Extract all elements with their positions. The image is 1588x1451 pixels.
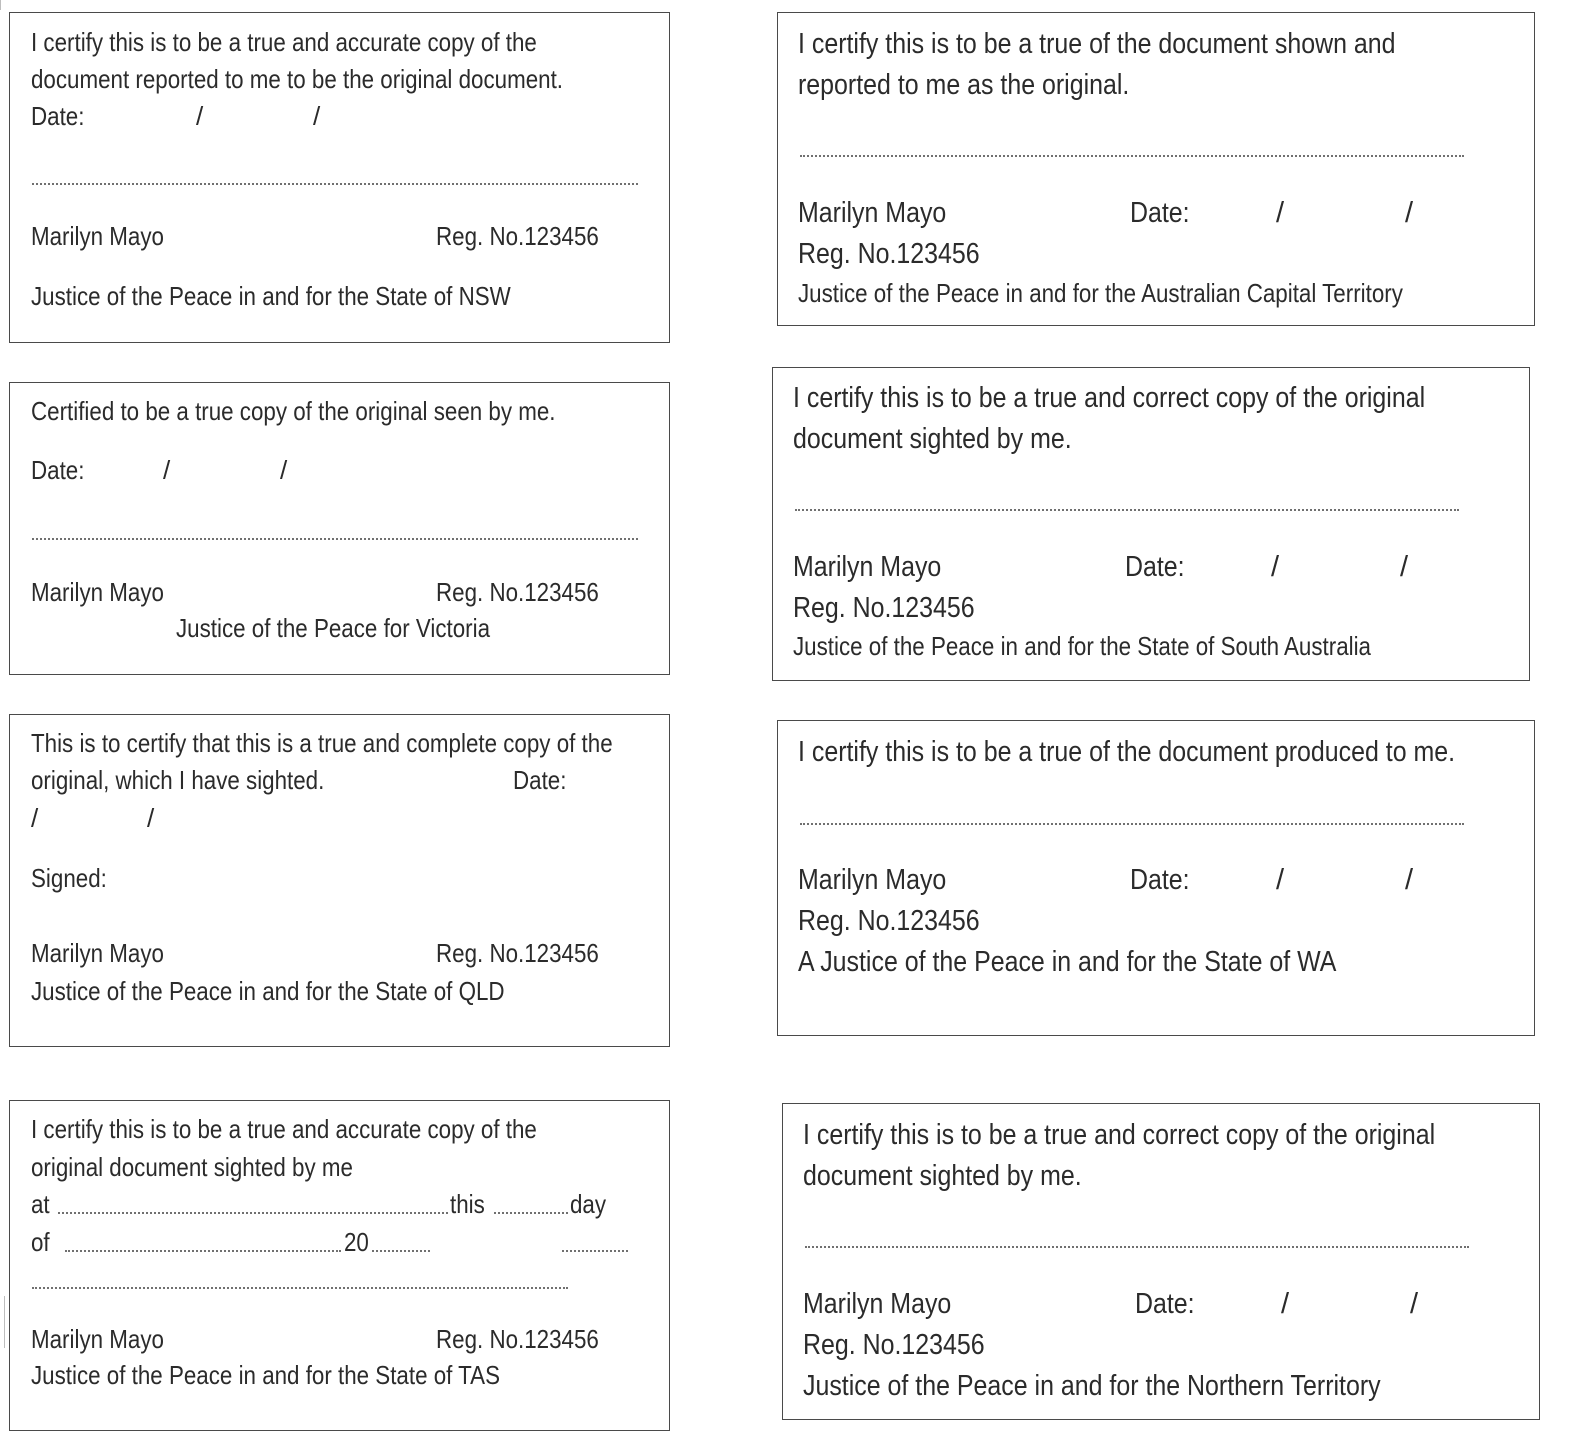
date-separator: /	[1281, 1288, 1290, 1320]
registration-number: Reg. No.123456	[798, 905, 980, 937]
stamp-nt	[782, 1103, 1540, 1420]
registration-number: Reg. No.123456	[436, 221, 599, 251]
certification-text-line-2: document reported to me to be the original document.	[31, 64, 563, 94]
signature-line	[805, 1246, 1469, 1248]
date-label: Date:	[31, 101, 85, 131]
stamp-nsw	[9, 12, 670, 343]
registration-number: Reg. No.123456	[436, 1324, 599, 1354]
place-field	[58, 1212, 448, 1214]
jp-name: Marilyn Mayo	[31, 938, 164, 968]
month-field	[65, 1250, 341, 1252]
stamp-sa	[772, 367, 1530, 681]
certification-text-line-2: document sighted by me.	[793, 423, 1072, 455]
date-separator: /	[1405, 864, 1414, 896]
signature-line	[795, 509, 1459, 511]
date-label: Date:	[1130, 197, 1190, 229]
date-separator: /	[1400, 551, 1409, 583]
registration-number: Reg. No.123456	[798, 238, 980, 270]
jp-title: Justice of the Peace in and for the State of NSW	[31, 281, 511, 311]
certification-text-line-1: I certify this is to be a true and correct copy of the original	[793, 382, 1426, 414]
certification-text-line-2: original, which I have sighted.	[31, 765, 325, 795]
jp-name: Marilyn Mayo	[31, 577, 164, 607]
certification-text-line-1: This is to certify that this is a true and complete copy of the	[31, 728, 613, 758]
extra-field	[562, 1250, 628, 1252]
jp-title: Justice of the Peace in and for the Australian Capital Territory	[798, 278, 1403, 308]
certification-text-line-1: I certify this is to be a true and accurate copy of the	[31, 1114, 537, 1144]
date-separator: /	[196, 101, 204, 131]
jp-title: A Justice of the Peace in and for the State of WA	[798, 946, 1337, 978]
certification-text-line-1: I certify this is to be a true and accurate copy of the	[31, 27, 537, 57]
jp-title: Justice of the Peace for Victoria	[176, 613, 491, 643]
signed-label: Signed:	[31, 863, 107, 893]
certification-text-line-1: I certify this is to be a true and correct copy of the original	[803, 1119, 1436, 1151]
certification-text-line-2: reported to me as the original.	[798, 69, 1130, 101]
certification-text-line-2: document sighted by me.	[803, 1160, 1082, 1192]
date-separator: /	[1405, 197, 1414, 229]
registration-number: Reg. No.123456	[803, 1329, 985, 1361]
day-label: day	[570, 1189, 607, 1219]
stamp-wa	[777, 720, 1535, 1036]
jp-name: Marilyn Mayo	[31, 1324, 164, 1354]
date-separator: /	[1410, 1288, 1419, 1320]
date-label: Date:	[513, 765, 567, 795]
jp-title: Justice of the Peace in and for the State of TAS	[31, 1360, 501, 1390]
jp-title: Justice of the Peace in and for the State of South Australia	[793, 631, 1372, 661]
date-label: Date:	[1125, 551, 1185, 583]
date-separator: /	[313, 101, 321, 131]
date-separator: /	[31, 803, 39, 833]
date-label: Date:	[1135, 1288, 1195, 1320]
certification-text-line-1: Certified to be a true copy of the original seen by me.	[31, 396, 556, 426]
of-label: of	[31, 1227, 50, 1257]
signature-line	[32, 538, 638, 540]
stamp-act	[777, 12, 1535, 326]
day-field	[494, 1212, 568, 1214]
signature-line	[800, 823, 1464, 825]
at-label: at	[31, 1189, 50, 1219]
stamp-qld	[9, 714, 670, 1047]
date-separator: /	[1276, 197, 1285, 229]
date-separator: /	[1276, 864, 1285, 896]
registration-number: Reg. No.123456	[436, 938, 599, 968]
registration-number: Reg. No.123456	[436, 577, 599, 607]
page-edge-mark-top	[0, 0, 1, 10]
jp-name: Marilyn Mayo	[798, 197, 947, 229]
year-field	[372, 1250, 430, 1252]
stamp-tas	[9, 1100, 670, 1431]
registration-number: Reg. No.123456	[793, 592, 975, 624]
certification-text-line-1: I certify this is to be a true of the document shown and	[798, 28, 1396, 60]
year-label: 20	[344, 1227, 369, 1257]
date-label: Date:	[31, 455, 85, 485]
date-separator: /	[1271, 551, 1280, 583]
jp-name: Marilyn Mayo	[803, 1288, 952, 1320]
signature-line	[800, 155, 1464, 157]
date-separator: /	[163, 455, 171, 485]
date-separator: /	[280, 455, 288, 485]
jp-title: Justice of the Peace in and for the State of QLD	[31, 976, 505, 1006]
this-label: this	[450, 1189, 485, 1219]
certification-text-line-1: I certify this is to be a true of the document produced to me.	[798, 736, 1456, 768]
date-label: Date:	[1130, 864, 1190, 896]
jp-name: Marilyn Mayo	[798, 864, 947, 896]
jp-name: Marilyn Mayo	[793, 551, 942, 583]
jp-name: Marilyn Mayo	[31, 221, 164, 251]
stamp-vic	[9, 382, 670, 675]
certification-text-line-2: original document sighted by me	[31, 1152, 353, 1182]
page-edge-mark-bottom	[4, 1296, 5, 1348]
signature-line	[32, 183, 638, 185]
jp-title: Justice of the Peace in and for the Northern Territory	[803, 1370, 1381, 1402]
date-separator: /	[147, 803, 155, 833]
signature-line	[32, 1287, 568, 1289]
